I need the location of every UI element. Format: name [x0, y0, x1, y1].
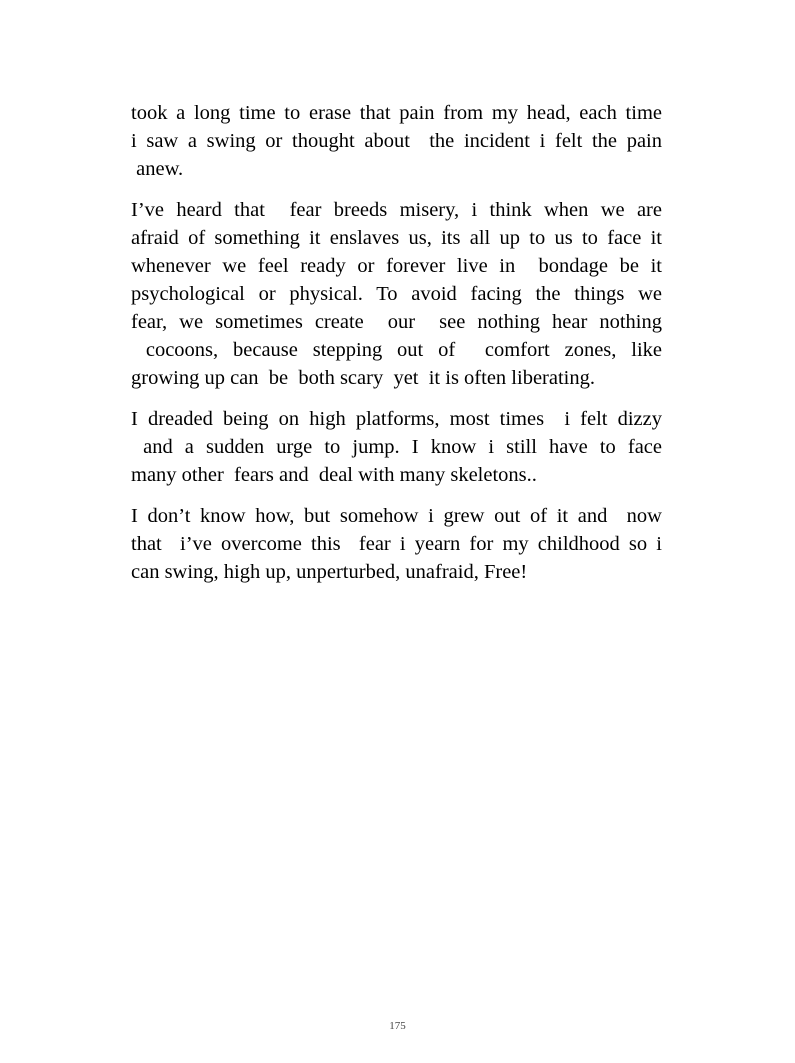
paragraph-1: [131, 99, 662, 183]
body-text: [131, 99, 662, 599]
paragraph-3: [131, 405, 662, 489]
text-line: I dreaded being on high platforms, most times i felt dizzy: [131, 408, 662, 430]
text-line: growing up can be both scary yet it is often liberating.: [131, 367, 595, 389]
text-line: and a sudden urge to jump. I know i still have to face: [131, 436, 662, 458]
text-line: can swing, high up, unperturbed, unafraid, Free!: [131, 561, 528, 583]
text-line: I’ve heard that fear breeds misery, i think when we are: [131, 199, 662, 221]
text-line: i saw a swing or thought about the incident i felt the pain: [131, 130, 662, 152]
text-line: took a long time to erase that pain from my head, each time: [131, 102, 662, 124]
text-line: many other fears and deal with many skeletons..: [131, 464, 537, 486]
text-line: that i’ve overcome this fear i yearn for my childhood so i: [131, 533, 662, 555]
text-line: fear, we sometimes create our see nothing hear nothing: [131, 311, 662, 333]
text-line: whenever we feel ready or forever live in bondage be it: [131, 255, 662, 277]
paragraph-2: [131, 196, 662, 392]
text-line: anew.: [131, 158, 184, 180]
text-line: cocoons, because stepping out of comfort zones, like: [131, 339, 662, 361]
paragraph-4: [131, 502, 662, 586]
text-line: afraid of something it enslaves us, its all up to us to face it: [131, 227, 662, 249]
text-line: I don’t know how, but somehow i grew out of it and now: [131, 505, 662, 527]
page-number: 175: [389, 1020, 406, 1032]
text-line: psychological or physical. To avoid facing the things we: [131, 283, 662, 305]
